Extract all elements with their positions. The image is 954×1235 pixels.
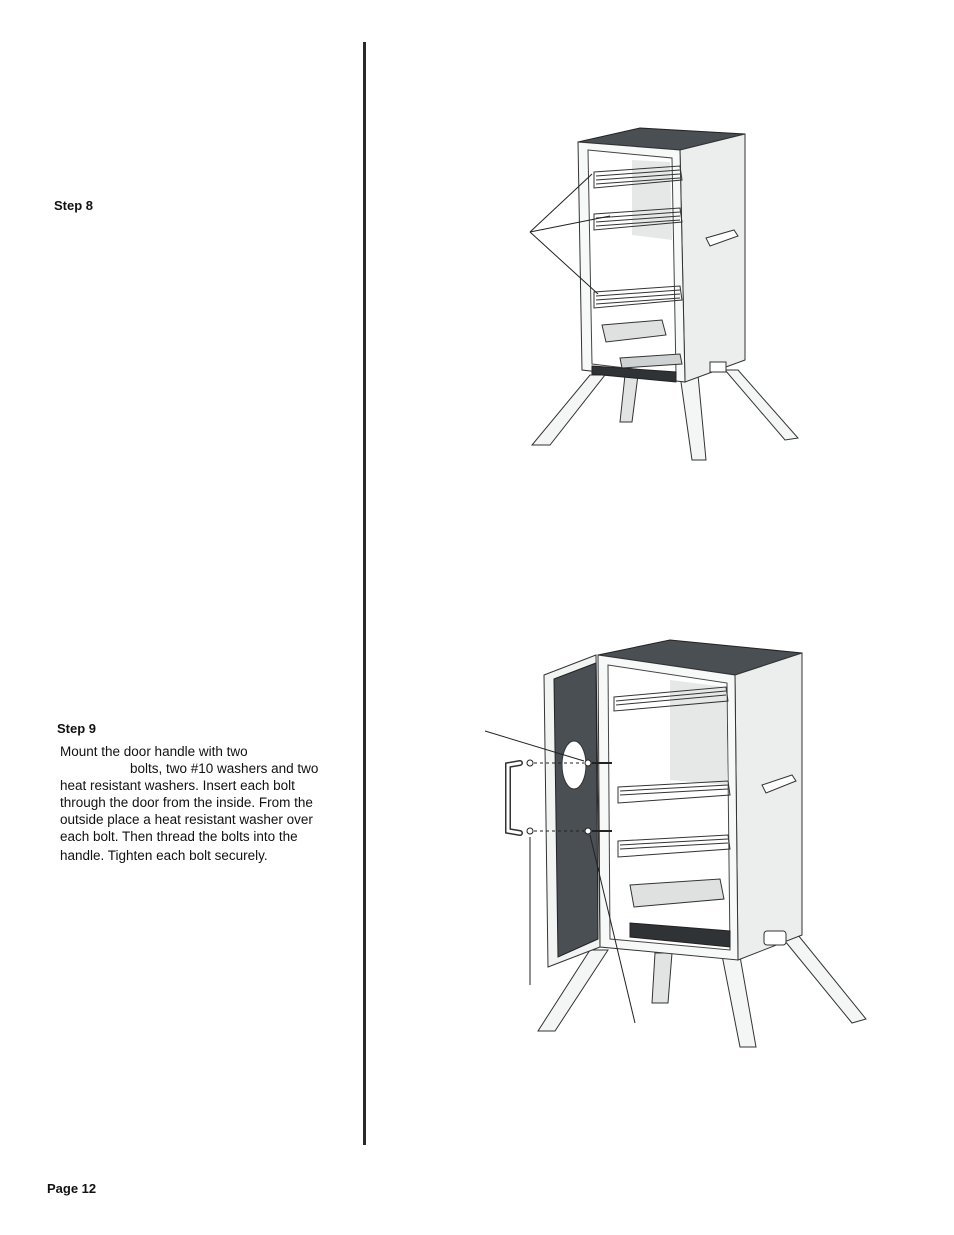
instruction-line: Mount the door handle with two [60, 744, 248, 759]
instruction-line: bolts, two #10 washers and two [130, 761, 319, 776]
instruction-line: outside place a heat resistant washer over [60, 812, 313, 827]
step8-title: Step 8 [54, 198, 94, 213]
instruction-line: heat resistant washers. Insert each bolt [60, 778, 295, 793]
column-divider [363, 42, 366, 1145]
step9-title: Step 9 [57, 721, 97, 736]
step9-instructions [60, 743, 350, 864]
step8-smoker-illustration [520, 120, 810, 465]
step9-smoker-illustration [480, 635, 880, 1055]
page-number: Page 12 [47, 1181, 97, 1196]
instruction-line: each bolt. Then thread the bolts into the [60, 829, 298, 844]
instruction-line: handle. Tighten each bolt securely. [60, 848, 268, 863]
instruction-line: through the door from the inside. From the [60, 795, 313, 810]
